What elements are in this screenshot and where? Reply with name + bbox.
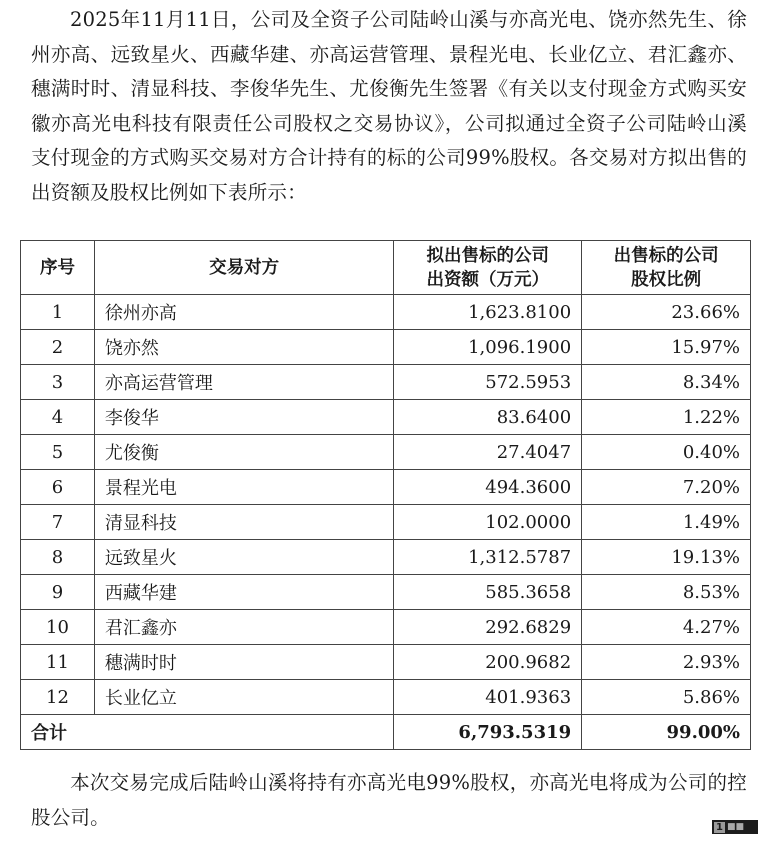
row-capital: 27.4047 [394,435,582,470]
row-capital: 200.9682 [394,645,582,680]
row-counterparty: 穗满时时 [94,645,393,680]
header-capital-line2: 出资额（万元） [426,269,549,290]
header-ratio-line1: 出售标的公司 [613,245,719,266]
total-capital: 6,793.5319 [394,715,582,750]
row-ratio: 5.86% [582,680,751,715]
row-counterparty: 景程光电 [94,470,393,505]
row-ratio: 1.22% [582,400,751,435]
table-row [21,435,751,470]
transaction-table [20,240,751,750]
closing-text: 本次交易完成后陆岭山溪将持有亦高光电99%股权，亦高光电将成为公司的控股公司。 [31,771,747,829]
table-row [21,330,751,365]
header-index: 序号 [21,241,95,295]
row-index: 4 [21,400,95,435]
row-counterparty: 徐州亦高 [94,295,393,330]
row-capital: 585.3658 [394,575,582,610]
table-row [21,610,751,645]
table-row [21,505,751,540]
table-row [21,680,751,715]
row-ratio: 15.97% [582,330,751,365]
row-index: 6 [21,470,95,505]
row-index: 2 [21,330,95,365]
row-ratio: 19.13% [582,540,751,575]
badge-number: 1 [714,822,725,833]
row-capital: 401.9363 [394,680,582,715]
row-ratio: 8.53% [582,575,751,610]
row-capital: 494.3600 [394,470,582,505]
intro-text: 2025年11月11日，公司及全资子公司陆岭山溪与亦高光电、饶亦然先生、徐州亦高、远致星火、西藏华建、亦高运营管理、景程光电、长业亿立、君汇鑫亦、穗满时时、清显科技、李俊华先生、尤俊衡先生签署《有关以支付现金方式购买安徽亦高光电科技有限责任公司股权之交易协议》，公司拟通过全资子公司陆岭山溪支付现金的方式购买交易对方合计持有的标的公司99%股权。各交易对方拟出售的出资额及股权比例如下表所示： [31,8,747,204]
row-capital: 1,312.5787 [394,540,582,575]
total-label: 合计 [21,715,394,750]
row-counterparty: 李俊华 [94,400,393,435]
row-ratio: 0.40% [582,435,751,470]
row-counterparty: 亦高运营管理 [94,365,393,400]
table-row [21,575,751,610]
row-index: 8 [21,540,95,575]
row-counterparty: 远致星火 [94,540,393,575]
table-row [21,540,751,575]
row-index: 11 [21,645,95,680]
row-index: 7 [21,505,95,540]
table-header-row [21,241,751,295]
header-counterparty: 交易对方 [94,241,393,295]
table-row [21,295,751,330]
watermark-badge [712,820,758,834]
row-ratio: 23.66% [582,295,751,330]
row-index: 10 [21,610,95,645]
row-counterparty: 君汇鑫亦 [94,610,393,645]
header-capital [394,241,582,295]
table-row [21,400,751,435]
row-index: 1 [21,295,95,330]
row-ratio: 4.27% [582,610,751,645]
table-row [21,470,751,505]
badge-text: ■■ [727,821,745,832]
row-ratio: 8.34% [582,365,751,400]
row-ratio: 1.49% [582,505,751,540]
table-row [21,645,751,680]
row-capital: 1,623.8100 [394,295,582,330]
row-counterparty: 清显科技 [94,505,393,540]
row-capital: 1,096.1900 [394,330,582,365]
header-ratio-line2: 股权比例 [631,269,702,290]
closing-paragraph [31,766,747,835]
header-ratio [582,241,751,295]
row-capital: 572.5953 [394,365,582,400]
total-ratio: 99.00% [582,715,751,750]
row-counterparty: 饶亦然 [94,330,393,365]
row-ratio: 7.20% [582,470,751,505]
row-capital: 83.6400 [394,400,582,435]
row-capital: 292.6829 [394,610,582,645]
row-index: 5 [21,435,95,470]
row-counterparty: 尤俊衡 [94,435,393,470]
table-total-row [21,715,751,750]
table-row [21,365,751,400]
row-counterparty: 长业亿立 [94,680,393,715]
row-capital: 102.0000 [394,505,582,540]
row-index: 9 [21,575,95,610]
row-index: 3 [21,365,95,400]
row-index: 12 [21,680,95,715]
row-counterparty: 西藏华建 [94,575,393,610]
row-ratio: 2.93% [582,645,751,680]
intro-paragraph [31,3,747,210]
header-capital-line1: 拟出售标的公司 [426,245,549,266]
